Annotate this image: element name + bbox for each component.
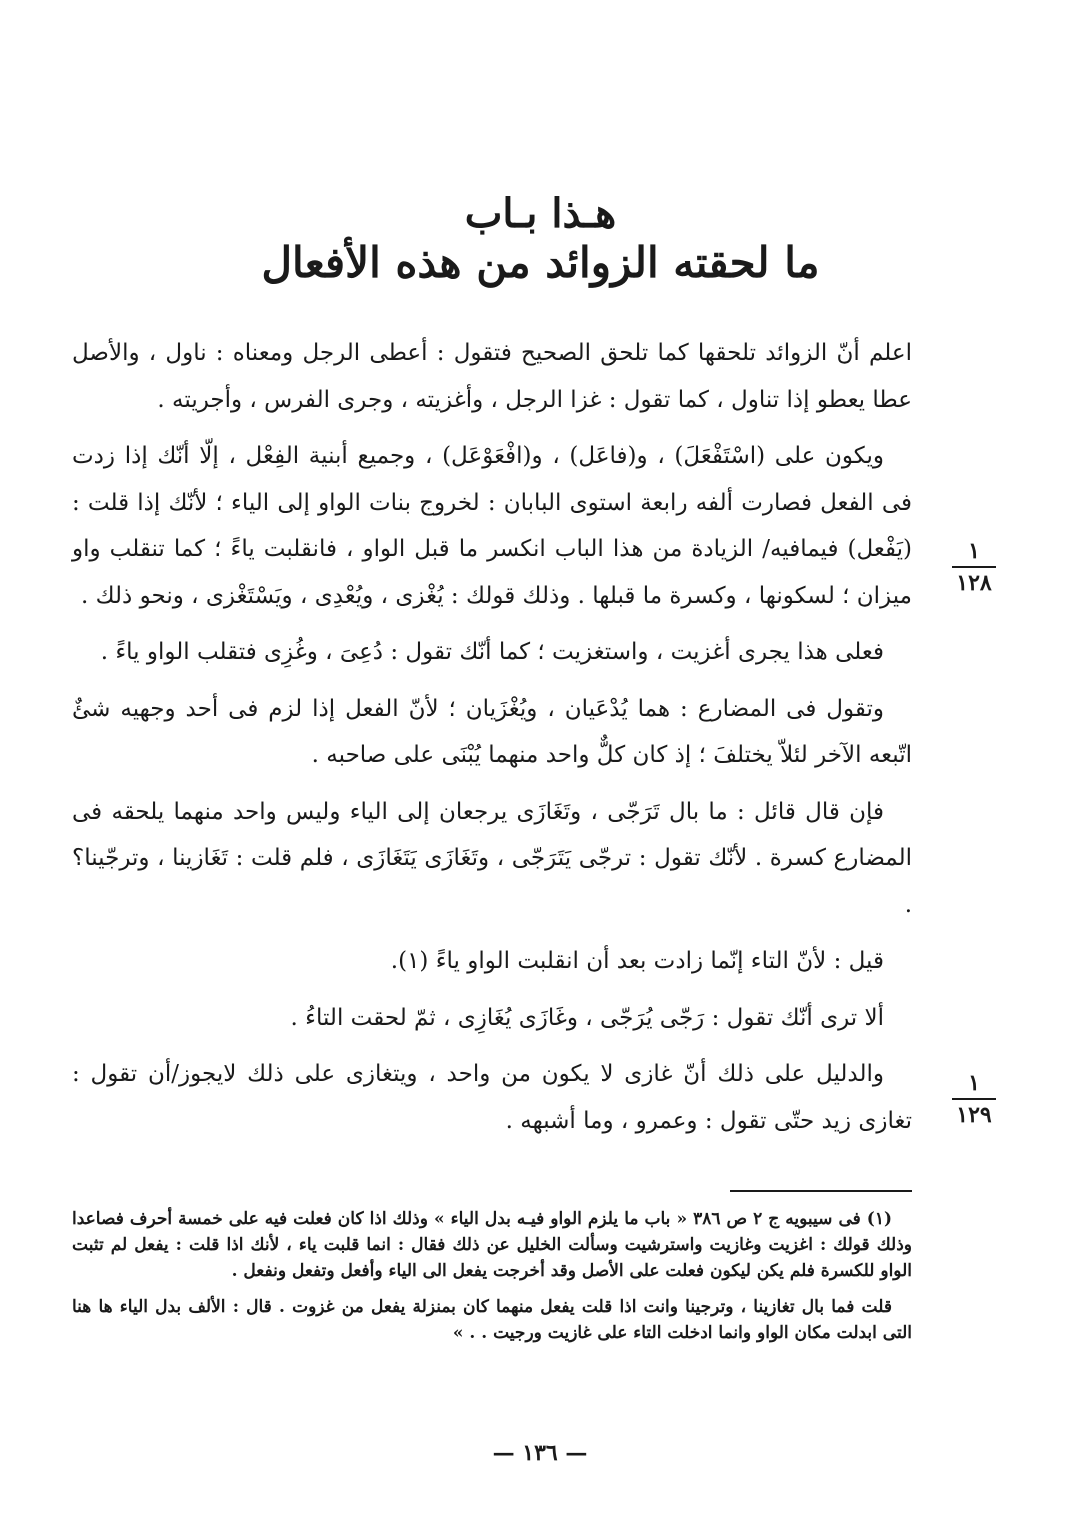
- margin-ref1-top: ١: [968, 538, 980, 564]
- paragraph-2: ويكون على (اسْتَفْعَلَ) ، و(فاعَل) ، و(افْعَوْعَل) ، وجميع أبنية الفِعْل ، إلّا أنّك إذا زدت فى الفعل فصارت ألفه رابعة استوى البابان : لخروج بنات الواو إلى الياء ؛ لأنّك إذا قلت : (يَفْعل) فيمافيه/ الزيادة من هذا الباب انكسر ما قبل الواو ، فانقلبت ياءً ؛ كما تنقلب واو ميزان ؛ لسكونها ، وكسرة ما قبلها . وذلك قولك : يُغْزى ، ويُعْدِى ، ويَسْتَغْزى ، ونحو ذلك .: [72, 443, 912, 609]
- footnote-1: (١) فى سيبويه ج ٢ ص ٣٨٦ « باب ما يلزم الواو فيـه بدل الياء » وذلك اذا كان فعلت فيه على خمسة أحرف فصاعدا وذلك قولك : اغزيت وغازيت واسترشيت وسألت الخليل عن ذلك فقال : انما قلبت ياء ، لأنك اذا قلت : يفعل لم تثبت الواو للكسرة فلم يكن ليكون فعلت على الأصل وقد أخرجت يفعل الى الياء وأفعل وتفعل ونفعل .: [72, 1209, 912, 1281]
- footnote-divider: [730, 1190, 912, 1192]
- page-number: — ١٣٦ —: [492, 1440, 588, 1466]
- margin-ref2-bottom: ١٢٩: [956, 1102, 992, 1128]
- margin-reference-129: [944, 1070, 1004, 1128]
- paragraph-3: فعلى هذا يجرى أغزيت ، واستغزيت ؛ كما أنّك تقول : دُعِىَ ، وغُزِى فتقلب الواو ياءً .: [100, 639, 884, 665]
- margin-ref1-bottom: ١٢٨: [956, 570, 992, 596]
- chapter-title-line1: هـذا بـاب: [464, 190, 617, 237]
- paragraph-5: فإن قال قائل : ما بال تَرَجّى ، وتَغَازَى يرجعان إلى الياء وليس واحد منهما يلحقه فى المضارع كسرة . لأنّك تقول : ترجّى يَتَرَجّى ، وتَغَازَى يَتَغَازَى ، فلم قلت : تَغَازينا ، وترجّينا؟ .: [72, 798, 912, 918]
- paragraph-7: ألا ترى أنّك تقول : رَجّى يُرَجّى ، وغَازَى يُغَازِى ، ثمّ لحقت التاءُ .: [290, 1004, 884, 1031]
- paragraph-6: قيل : لأنّ التاء إنّما زادت بعد أن انقلبت الواو ياءً (١).: [390, 948, 884, 974]
- footnote-2: قلت فما بال تغازينا ، وترجينا وانت اذا قلت يفعل منهما كان بمنزلة يفعل من غزوت . قال : الألف بدل الياء ها هنا التى ابدلت مكان الواو وانما ادخلت التاء على غازيت ورجيت . . »: [72, 1297, 912, 1343]
- margin-reference-128: [944, 538, 1004, 596]
- margin-ref2-bar: [952, 1098, 996, 1100]
- paragraph-8: والدليل على ذلك أنّ غازى لا يكون من واحد ، ويتغازى على ذلك لايجوز/أن تقول : تغازى زيد حتّى تقول : وعمرو ، وما أشبهه .: [72, 1061, 912, 1134]
- paragraph-1: اعلم أنّ الزوائد تلحقها كما تلحق الصحيح فتقول : أعطى الرجل ومعناه : ناول ، والأصل عطا يعطو إذا تناول ، كما تقول : غزا الرجل ، وأغزيته ، وجرى الفرس ، وأجريته .: [72, 340, 912, 413]
- paragraph-4: وتقول فى المضارع : هما يُدْعَيان ، ويُغْزَيان ؛ لأنّ الفعل إذا لزم فى أحد وجهيه شئٌ اتّبعه الآخر لئلاّ يختلفَ ؛ إذ كان كلٌّ واحد منهما يُبْنَى على صاحبه .: [72, 695, 912, 768]
- margin-ref1-bar: [952, 566, 996, 568]
- margin-ref2-top: ١: [968, 1070, 980, 1096]
- main-text: [72, 330, 912, 1154]
- chapter-title-line2: ما لحقته الزوائد من هذه الأفعال: [261, 238, 820, 287]
- footnotes: [72, 1206, 912, 1356]
